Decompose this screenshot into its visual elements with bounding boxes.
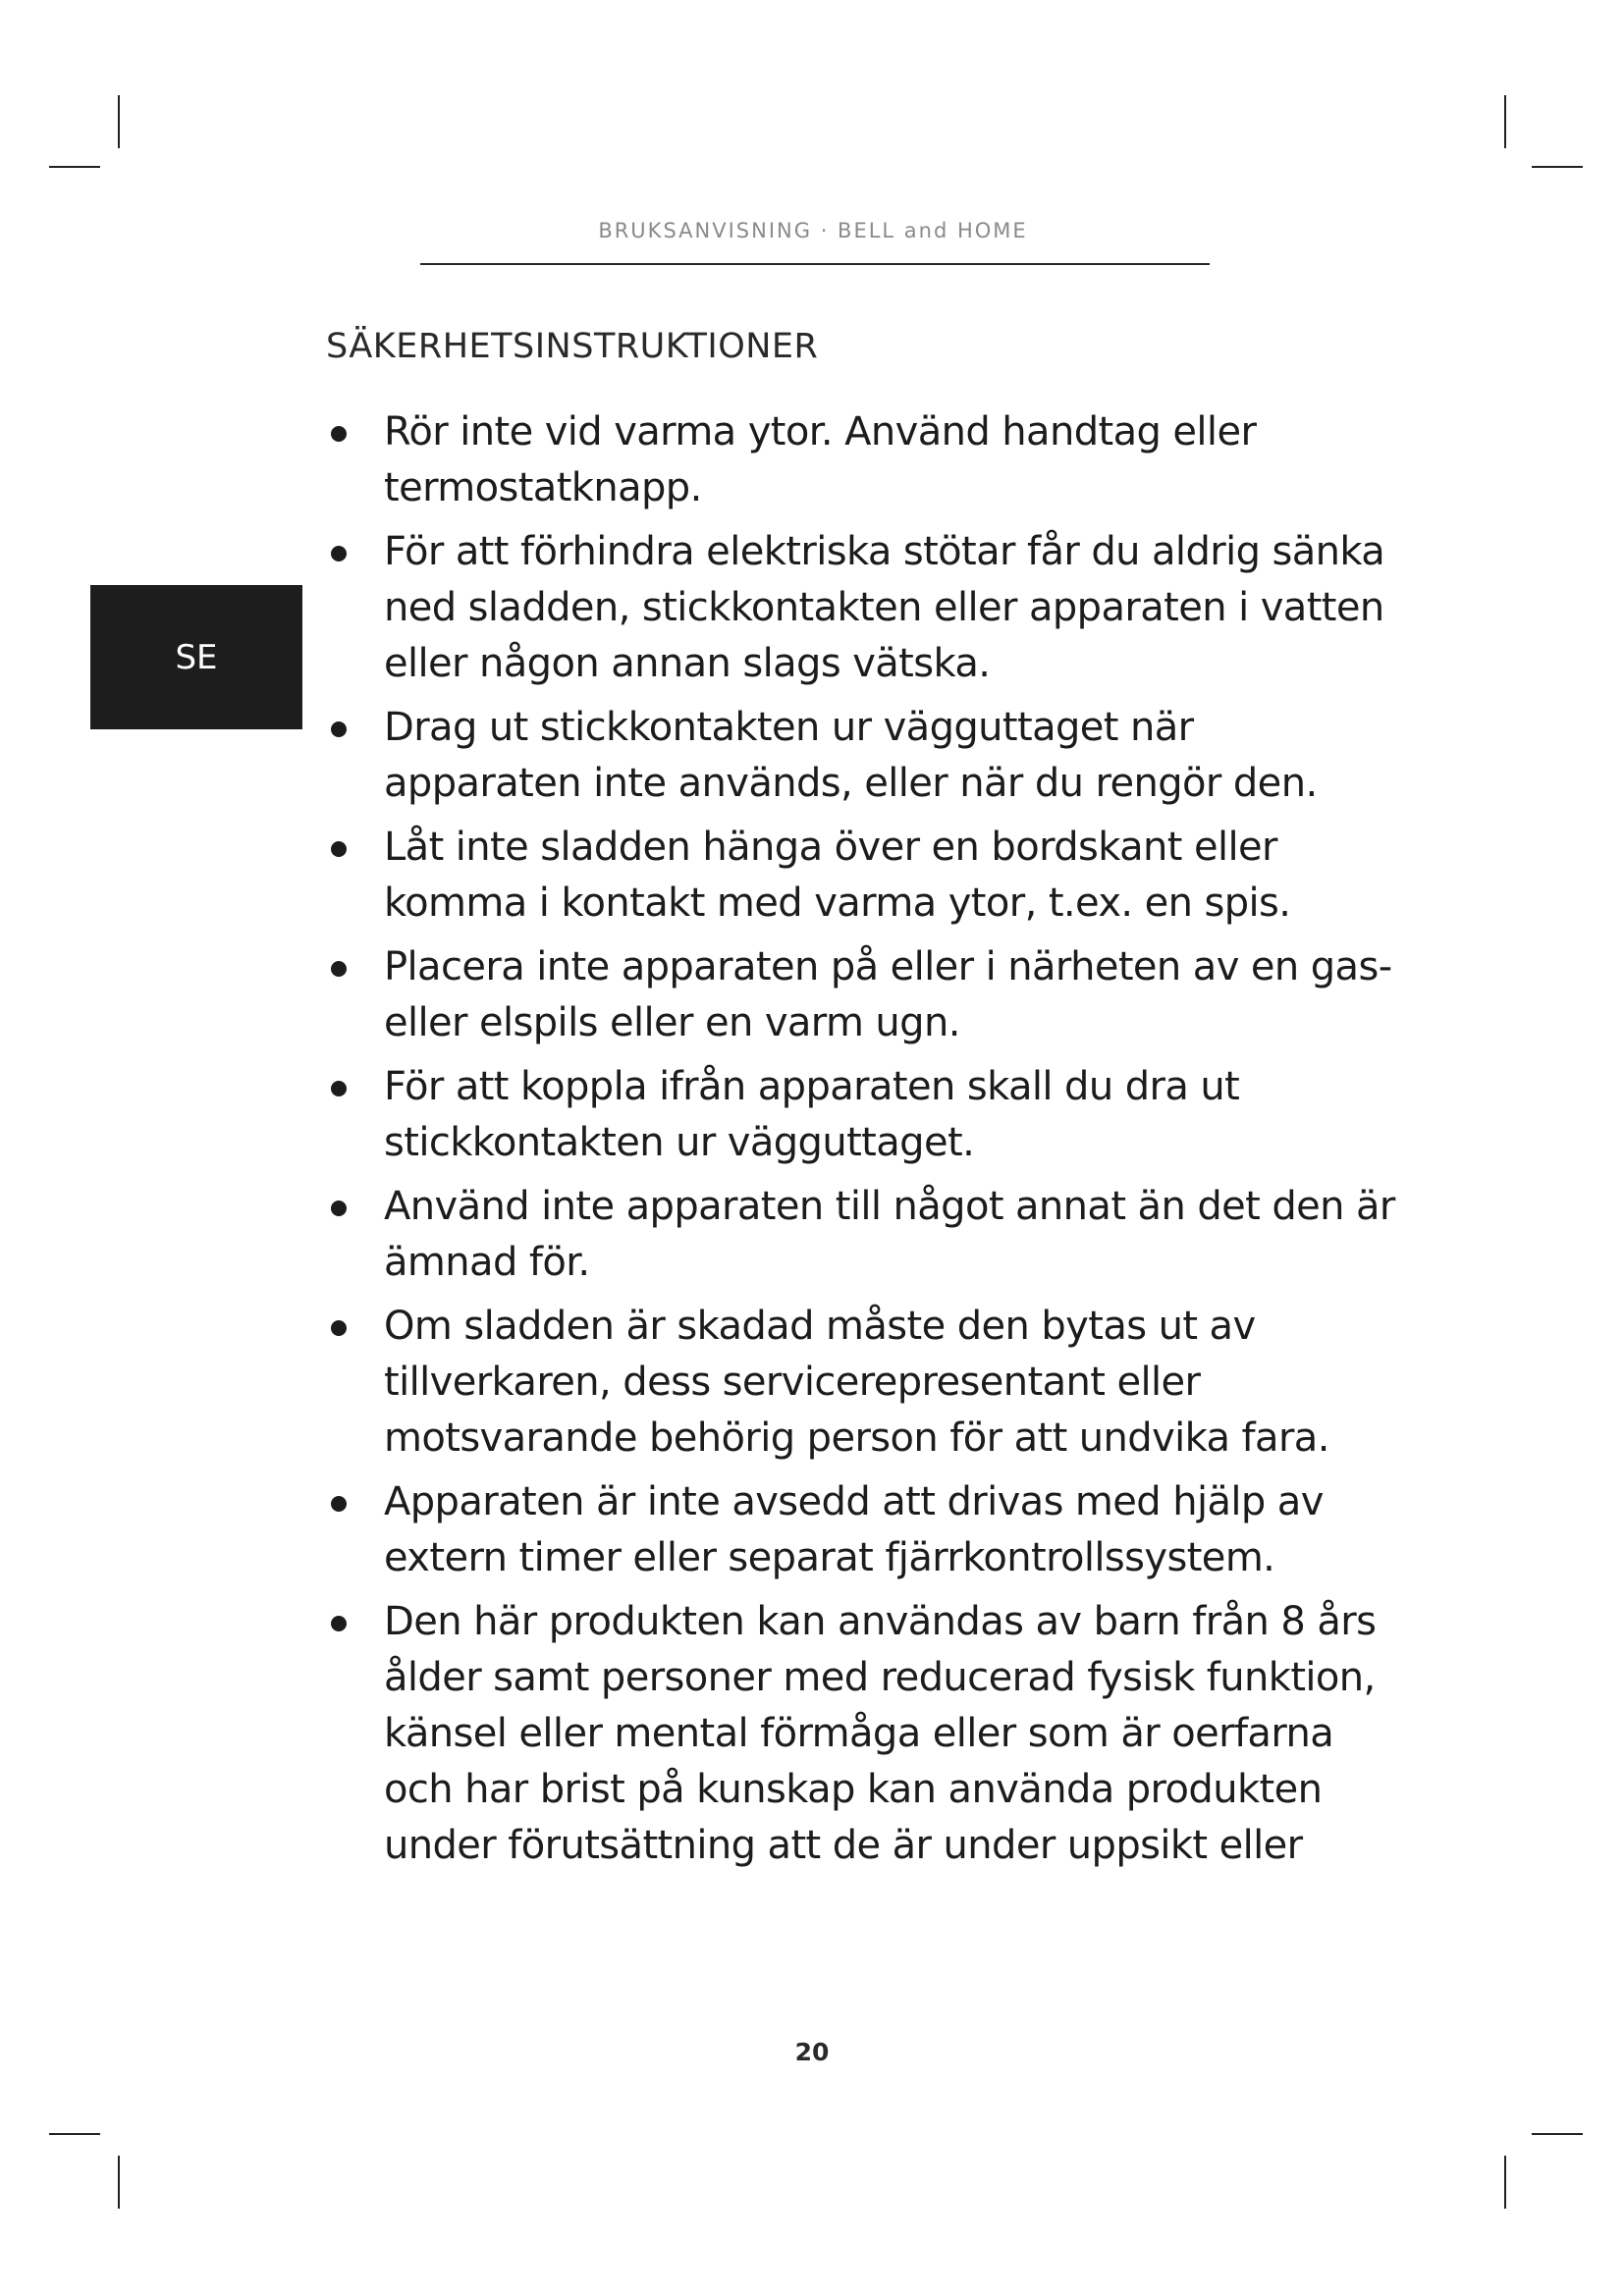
instruction-text: Rör inte vid varma ytor. Använd handtag eller termostatknapp. [384, 409, 1257, 510]
bullet-icon [331, 426, 347, 442]
crop-mark-bottom-right-vertical [1504, 2156, 1506, 2209]
list-item [328, 1594, 1398, 1874]
crop-mark-top-right-vertical [1504, 95, 1506, 148]
page-number: 20 [794, 2038, 830, 2066]
bullet-icon [331, 1496, 347, 1512]
bullet-icon [331, 546, 347, 561]
crop-mark-bottom-left-horizontal [49, 2133, 100, 2135]
instruction-text: Om sladden är skadad måste den bytas ut av tillverkaren, dess servicerepresentant eller motsvarande behörig person för att undvika fara. [384, 1304, 1329, 1461]
list-item [328, 1179, 1398, 1291]
bullet-icon [331, 1201, 347, 1216]
instruction-text: Apparaten är inte avsedd att drivas med hjälp av extern timer eller separat fjärrkontrollssystem. [384, 1479, 1324, 1580]
crop-mark-bottom-right-horizontal [1532, 2133, 1583, 2135]
instruction-text: För att förhindra elektriska stötar får du aldrig sänka ned sladden, stickkontakten eller apparaten i vatten eller någon annan slags vätska. [384, 529, 1385, 686]
crop-mark-bottom-left-vertical [118, 2156, 120, 2209]
instruction-text: Använd inte apparaten till något annat än det den är ämnad för. [384, 1184, 1395, 1285]
instruction-text: För att koppla ifrån apparaten skall du dra ut stickkontakten ur vägguttaget. [384, 1064, 1240, 1165]
list-item [328, 1059, 1398, 1171]
section-title: SÄKERHETSINSTRUKTIONER [326, 327, 819, 366]
language-tab [90, 585, 302, 729]
instruction-text: Drag ut stickkontakten ur vägguttaget när apparaten inte används, eller när du rengör den. [384, 705, 1318, 806]
instruction-text: Placera inte apparaten på eller i närheten av en gas- eller elspils eller en varm ugn. [384, 944, 1392, 1045]
list-item [328, 820, 1398, 932]
crop-mark-top-left-horizontal [49, 166, 100, 168]
header-divider [420, 263, 1210, 265]
bullet-icon [331, 1320, 347, 1336]
list-item [328, 404, 1398, 516]
bullet-icon [331, 1081, 347, 1096]
list-item [328, 939, 1398, 1051]
instruction-text: Den här produkten kan användas av barn från 8 års ålder samt personer med reducerad fysisk funktion, känsel eller mental förmåga eller som är oerfarna och har brist på kunskap kan använda produkten under förutsättning att de är under uppsikt eller [384, 1599, 1377, 1868]
bullet-icon [331, 961, 347, 977]
language-tab-label: SE [175, 637, 218, 677]
list-item [328, 1299, 1398, 1467]
bullet-icon [331, 721, 347, 737]
list-item [328, 700, 1398, 812]
list-item [328, 524, 1398, 692]
crop-mark-top-right-horizontal [1532, 166, 1583, 168]
running-header: BRUKSANVISNING · BELL and HOME [598, 219, 1028, 242]
instruction-text: Låt inte sladden hänga över en bordskant eller komma i kontakt med varma ytor, t.ex. en spis. [384, 825, 1291, 926]
list-item [328, 1474, 1398, 1586]
bullet-icon [331, 1616, 347, 1631]
crop-mark-top-left-vertical [118, 95, 120, 148]
bullet-icon [331, 841, 347, 857]
safety-instructions-list [328, 404, 1398, 1882]
